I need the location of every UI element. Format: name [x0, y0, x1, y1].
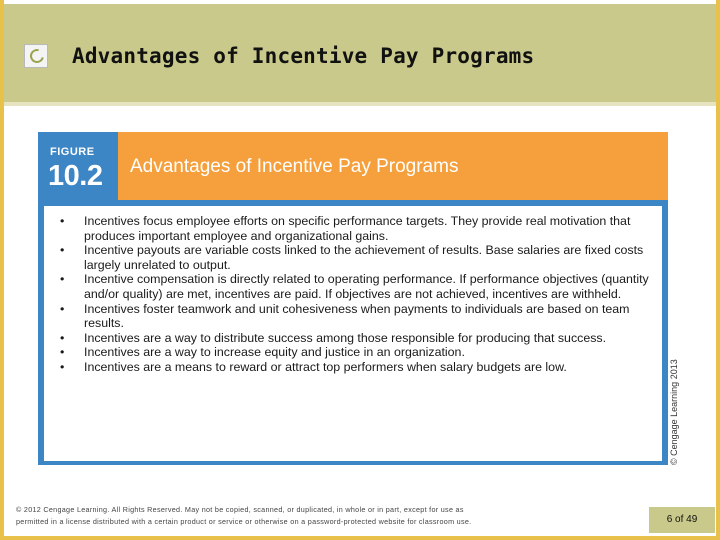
list-item: [58, 345, 654, 360]
bullet-text: Incentive payouts are variable costs linked to the achievement of results. Base salaries are fixed costs largely unrelated to output.: [84, 243, 644, 272]
list-item: [58, 214, 654, 243]
bullet-text: Incentives are a means to reward or attract top performers when salary budgets are low.: [84, 359, 567, 374]
bullet-dot: •: [60, 214, 65, 228]
list-item: [58, 272, 654, 301]
figure-number: 10.2: [48, 160, 103, 192]
figure-panel: [38, 132, 668, 465]
figure-label: FIGURE: [50, 146, 95, 158]
bullet-dot: •: [60, 243, 65, 258]
bullet-text: Incentives are a way to increase equity and justice in an organization.: [84, 345, 465, 360]
page-number: 6 of 49: [649, 507, 715, 533]
title-bar-shadow: [4, 102, 716, 106]
bullet-text: Incentives focus employee efforts on specific performance targets. They provide real motivation that produces important employee and organizational gains.: [84, 214, 631, 243]
footer-line-2: permitted in a license distributed with a certain product or service or otherwise on a password-protected website for classroom use.: [16, 517, 472, 526]
list-item: [58, 302, 654, 331]
figure-label-area: [38, 132, 118, 200]
side-copyright: © Cengage Learning 2013: [669, 359, 679, 465]
slide-title: Advantages of Incentive Pay Programs: [72, 44, 535, 68]
bullet-dot: •: [60, 272, 65, 287]
bullet-dot: •: [60, 301, 65, 316]
bullet-text: Incentives are a way to distribute success among those responsible for producing that success.: [84, 330, 607, 345]
footer-line-1: © 2012 Cengage Learning. All Rights Reserved. May not be copied, scanned, or duplicated, in whole or in part, except for use as: [16, 505, 464, 514]
list-item: [58, 360, 654, 375]
bullet-list: [58, 214, 654, 375]
slide-bullet-icon: [24, 44, 48, 68]
list-item: [58, 243, 654, 272]
bullet-text: Incentives foster teamwork and unit cohesiveness when payments to individuals are based on team results.: [84, 301, 630, 331]
bullet-dot: •: [60, 345, 65, 360]
footer-copyright: [16, 504, 556, 528]
bullet-text: Incentive compensation is directly related to operating performance. If performance objectives (quantity and/or quality) are met, incentives are paid. If objectives are not achieved, incentives are withheld.: [84, 272, 649, 301]
figure-header: [118, 132, 668, 200]
bullet-dot: •: [60, 330, 65, 345]
bullet-dot: •: [60, 359, 65, 374]
figure-body: [44, 206, 662, 461]
list-item: [58, 331, 654, 346]
figure-title: Advantages of Incentive Pay Programs: [130, 156, 459, 177]
